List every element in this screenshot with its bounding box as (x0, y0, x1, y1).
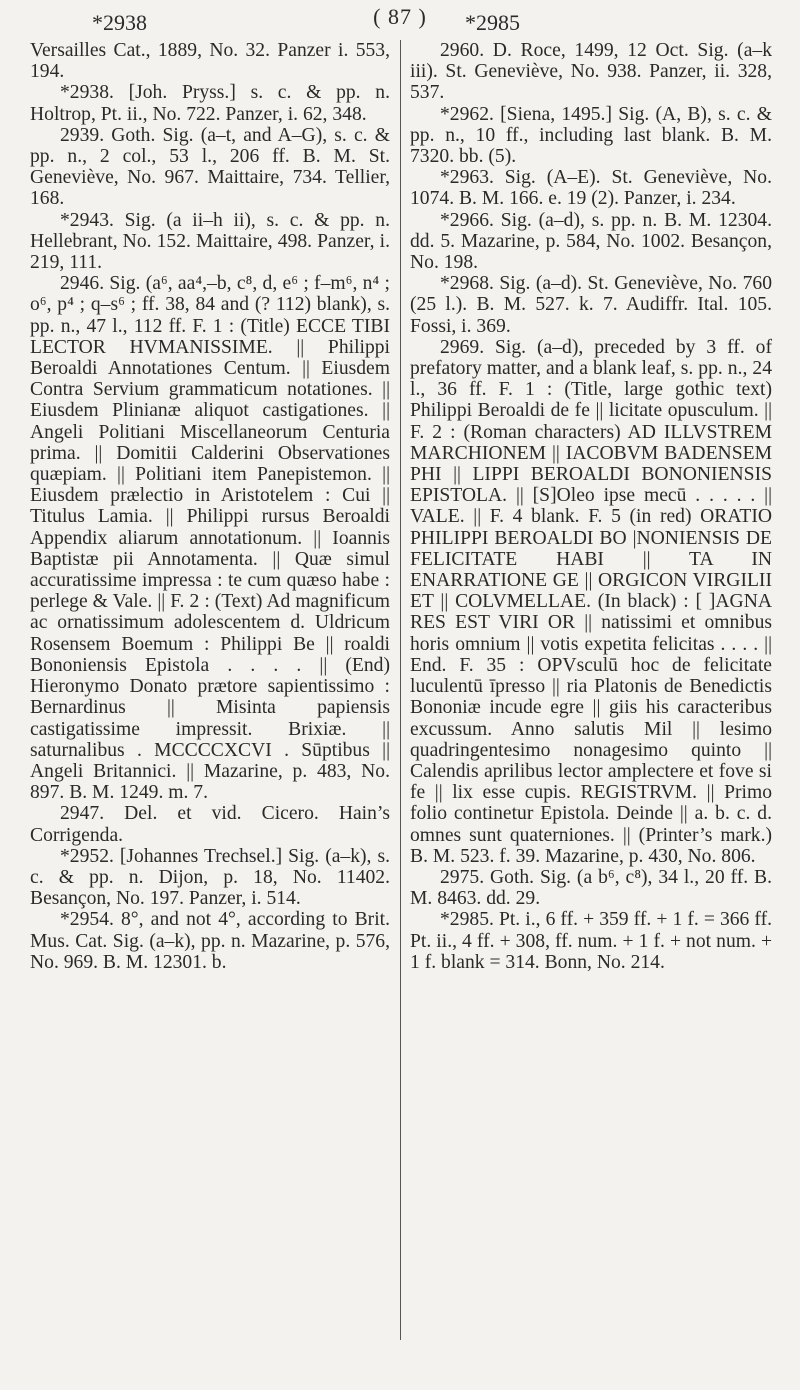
left-column (30, 40, 390, 973)
catalogue-entry: *2943. Sig. (a ii–h ii), s. c. & pp. n. Hellebrant, No. 152. Maittaire, 498. Panzer, i. 219, 111. (30, 209, 390, 274)
right-column-header: *2985 (465, 10, 520, 35)
catalogue-entry: Versailles Cat., 1889, No. 32. Panzer i. 553, 194. (30, 40, 390, 83)
catalogue-entry: *2968. Sig. (a–d). St. Geneviève, No. 760 (25 l.). B. M. 527. k. 7. Audiffr. Ital. 105. Fossi, i. 369. (410, 273, 772, 337)
catalogue-entry: 2947. Del. et vid. Cicero. Hain’s Corrigenda. (30, 803, 390, 846)
catalogue-entry: *2966. Sig. (a–d), s. pp. n. B. M. 12304. dd. 5. Mazarine, p. 584, No. 1002. Besançon, No. 198. (410, 209, 772, 274)
catalogue-entry: 2975. Goth. Sig. (a b⁶, c⁸), 34 l., 20 ff. B. M. 8463. dd. 29. (410, 866, 772, 910)
catalogue-entry: 2969. Sig. (a–d), preceded by 3 ff. of prefatory matter, and a blank leaf, s. pp. n., 24 l., 36 ff. F. 1 : (Title, large gothic text) Philippi Beroaldi de fe || licitate opusculum. || F. 2 : (Roman characters) AD ILLVSTREM MARCHIONEM || IACOBVM BADENSEM PHI || LIPPI BEROALDI BONONIENSIS EPISTOLA. || [S]Oleo ipse mecū . . . . . || VALE. || F. 4 blank. F. 5 (in red) ORATIO PHILIPPI BEROALDI BO |NONIENSIS DE FELICITATE HABI || TA IN ENARRATIONE GE || ORGICON VIRGILII ET || COLVMELLAE. (In black) : [ ]AGNA RES EST VIRI OR || natissimi et omnibus horis omnium || votis expetita felicitas . . . . || End. F. 35 : OPVsculū hoc de felicitate luculentū īpresso || ria Platonis de Benedictis Bononiæ incude egre || giis his caracteribus excussum. Anno salutis Mil || lesimo quadringentesimo nonagesimo quinto || Calendis aprilibus lector amplectere et fove si fe || lix esse cupis. REGISTRVM. || Primo folio continetur Epistola. Deinde || a. b. c. d. omnes sunt quaterniones. || (Printer’s mark.) B. M. 523. f. 39. Mazarine, p. 430, No. 806. (410, 336, 772, 867)
left-column-header: *2938 (92, 10, 147, 35)
catalogue-entry: *2954. 8°, and not 4°, according to Brit. Mus. Cat. Sig. (a–k), pp. n. Mazarine, p. 576, No. 969. B. M. 12301. b. (30, 909, 390, 973)
catalogue-entry: *2985. Pt. i., 6 ff. + 359 ff. + 1 f. = 366 ff. Pt. ii., 4 ff. + 308, ff. num. + 1 f. + not num. + 1 f. blank = 314. Bonn, No. 214. (410, 909, 772, 973)
catalogue-entry: *2938. [Joh. Pryss.] s. c. & pp. n. Holtrop, Pt. ii., No. 722. Panzer, i. 62, 348. (30, 82, 390, 125)
catalogue-entry: 2960. D. Roce, 1499, 12 Oct. Sig. (a–k iii). St. Geneviève, No. 938. Panzer, ii. 328, 537. (410, 40, 772, 104)
page-number: ( 87 ) (373, 4, 427, 29)
column-divider (400, 40, 401, 1340)
right-column (410, 40, 772, 973)
catalogue-entry: 2946. Sig. (a⁶, aa⁴,–b, c⁸, d, e⁶ ; f–m⁶, n⁴ ; o⁶, p⁴ ; q–s⁶ ; ff. 38, 84 and (? 112) blank), s. pp. n., 47 l., 112 ff. F. 1 : (Title) ECCE TIBI LECTOR HVMANISSIME. || Philippi Beroaldi Annotationes Centum. || Eiusdem Contra Servium grammaticum notationes. || Eiusdem Plinianæ aliquot castigationes. || Angeli Politiani Miscellaneorum Centuria prima. || Domitii Calderini Observationes quæpiam. || Politiani item Panepistemon. || Eiusdem prælectio in Aristotelem : Cui || Titulus Lamia. || Philippi rursus Beroaldi Appendix aliarum annotationum. || Ioannis Baptistæ pii Annotamenta. || Quæ simul accuratissime impressa : te cum quæso habe : perlege & Vale. || F. 2 : (Text) Ad magnificum ac ornatissimum adolescentem d. Uldricum Rosensem Boemum : Philippi Be || roaldi Bononiensis Epistola . . . . || (End) Hieronymo Donato prætore sapientissimo : Bernardinus || Misinta papiensis castigatissime impressit. Brixiæ. || saturnalibus . MCCCCXCVI . Sūptibus || Angeli Britannici. || Mazarine, p. 483, No. 897. B. M. 1249. m. 7. (30, 273, 390, 804)
catalogue-entry: *2963. Sig. (A–E). St. Geneviève, No. 1074. B. M. 166. e. 19 (2). Panzer, i. 234. (410, 167, 772, 210)
catalogue-entry: 2939. Goth. Sig. (a–t, and A–G), s. c. & pp. n., 2 col., 53 l., 206 ff. B. M. St. Geneviève, No. 967. Maittaire, 734. Tellier, 168. (30, 124, 390, 210)
catalogue-entry: *2952. [Johannes Trechsel.] Sig. (a–k), s. c. & pp. n. Dijon, p. 18, No. 11402. Besançon, No. 197. Panzer, i. 514. (30, 845, 390, 910)
catalogue-entry: *2962. [Siena, 1495.] Sig. (A, B), s. c. & pp. n., 10 ff., including last blank. B. M. 7320. bb. (5). (410, 103, 772, 168)
